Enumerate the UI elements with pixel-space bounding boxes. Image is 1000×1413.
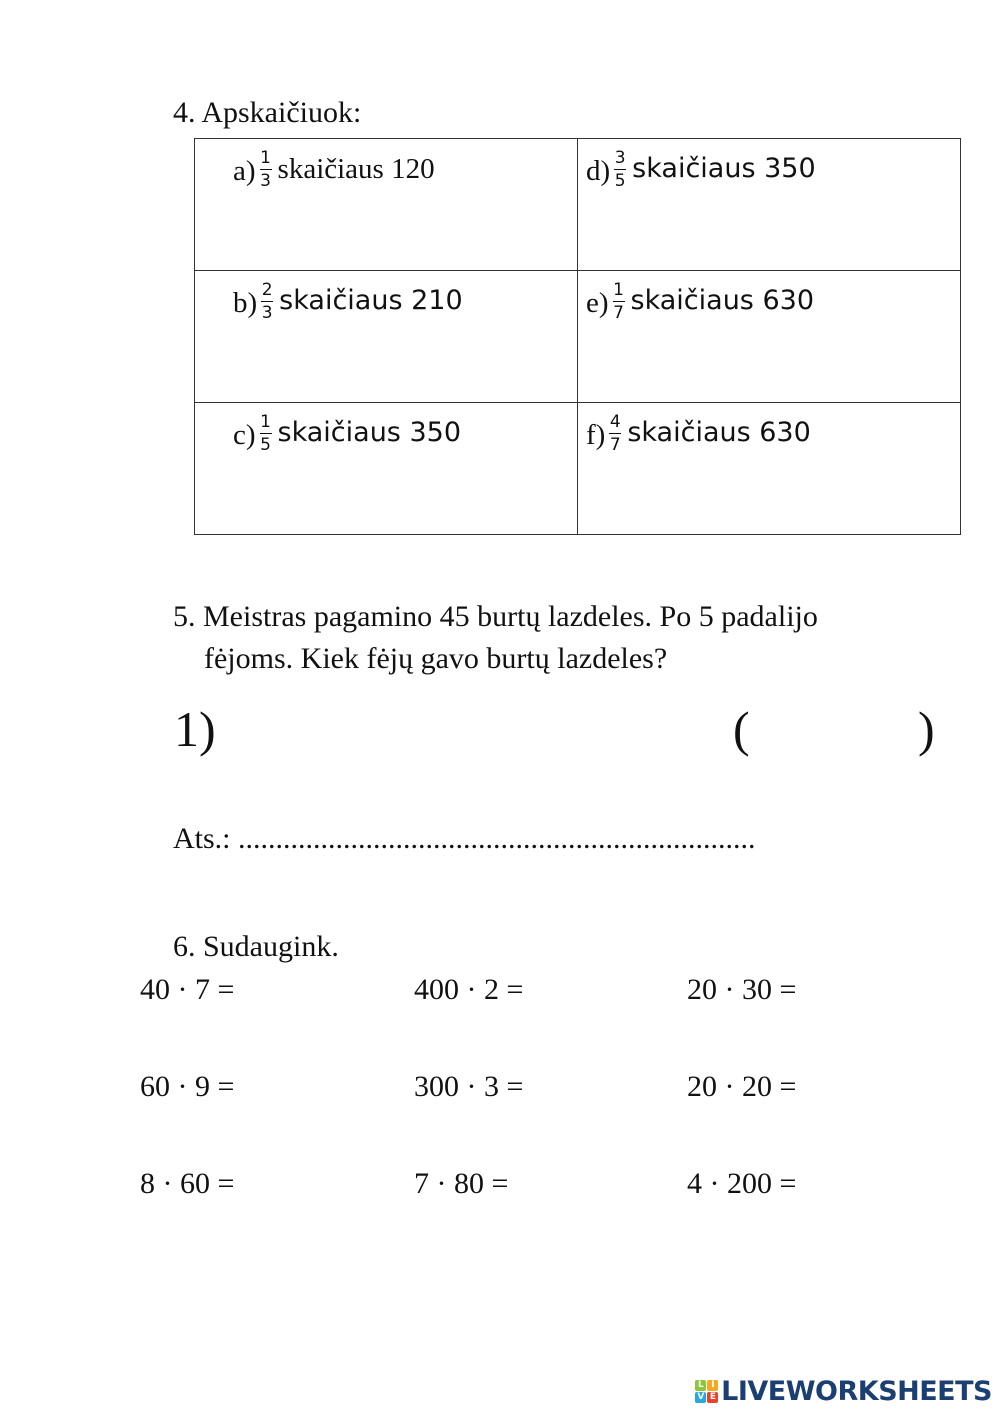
answer-line: Ats.: ..................................................................... xyxy=(173,822,756,855)
cell-d xyxy=(578,139,961,271)
cell-b xyxy=(195,271,578,403)
paren-open: ( xyxy=(733,701,750,757)
equation: 400 · 2 = xyxy=(414,973,524,1006)
item-label: b) xyxy=(233,287,258,319)
fraction: $\frac{4}{7}$ xyxy=(609,412,621,455)
fraction-table xyxy=(194,138,961,535)
equation: 60 · 9 = xyxy=(140,1070,235,1103)
cell-e xyxy=(578,271,961,403)
cell-f xyxy=(578,403,961,535)
item-text: skaičiaus 120 xyxy=(277,153,435,185)
fraction: $\frac{1}{7}$ xyxy=(613,280,624,323)
item-text: skaičiaus 210 xyxy=(279,285,463,316)
equation: 4 · 200 = xyxy=(687,1167,797,1200)
task6-title: 6. Sudaugink. xyxy=(173,930,339,963)
item-text: skaičiaus 630 xyxy=(627,417,811,448)
item-text: skaičiaus 350 xyxy=(277,417,461,448)
equation: 20 · 20 = xyxy=(687,1070,797,1103)
item-text: skaičiaus 630 xyxy=(630,285,814,316)
cell-a xyxy=(195,139,578,271)
fraction: $\frac{1}{3}$ xyxy=(260,148,271,191)
task5-line1: 5. Meistras pagamino 45 burtų lazdeles. Po 5 padalijo xyxy=(173,600,818,633)
equation: 300 · 3 = xyxy=(414,1070,524,1103)
equation: 8 · 60 = xyxy=(140,1167,235,1200)
item-label: c) xyxy=(233,419,256,451)
logo-blocks-icon: L I V E xyxy=(695,1380,718,1403)
liveworksheets-logo xyxy=(695,1376,992,1407)
equation: 7 · 80 = xyxy=(414,1167,509,1200)
item-label: d) xyxy=(586,155,611,187)
fraction: $\frac{1}{5}$ xyxy=(260,412,271,455)
item-label: e) xyxy=(586,287,609,319)
cell-c xyxy=(195,403,578,535)
equation: 20 · 30 = xyxy=(687,973,797,1006)
logo-text: LIVEWORKSHEETS xyxy=(721,1376,992,1407)
item-text: skaičiaus 350 xyxy=(632,153,816,184)
task4-title: 4. Apskaičiuok: xyxy=(173,96,362,129)
fraction: $\frac{2}{3}$ xyxy=(261,280,273,323)
task5-line2: fėjoms. Kiek fėjų gavo burtų lazdeles? xyxy=(204,642,668,675)
fraction: $\frac{3}{5}$ xyxy=(614,148,626,191)
item-label: a) xyxy=(233,155,256,187)
step-label: 1) xyxy=(174,701,216,757)
equation: 40 · 7 = xyxy=(140,973,235,1006)
paren-close: ) xyxy=(918,701,935,757)
item-label: f) xyxy=(586,419,606,451)
